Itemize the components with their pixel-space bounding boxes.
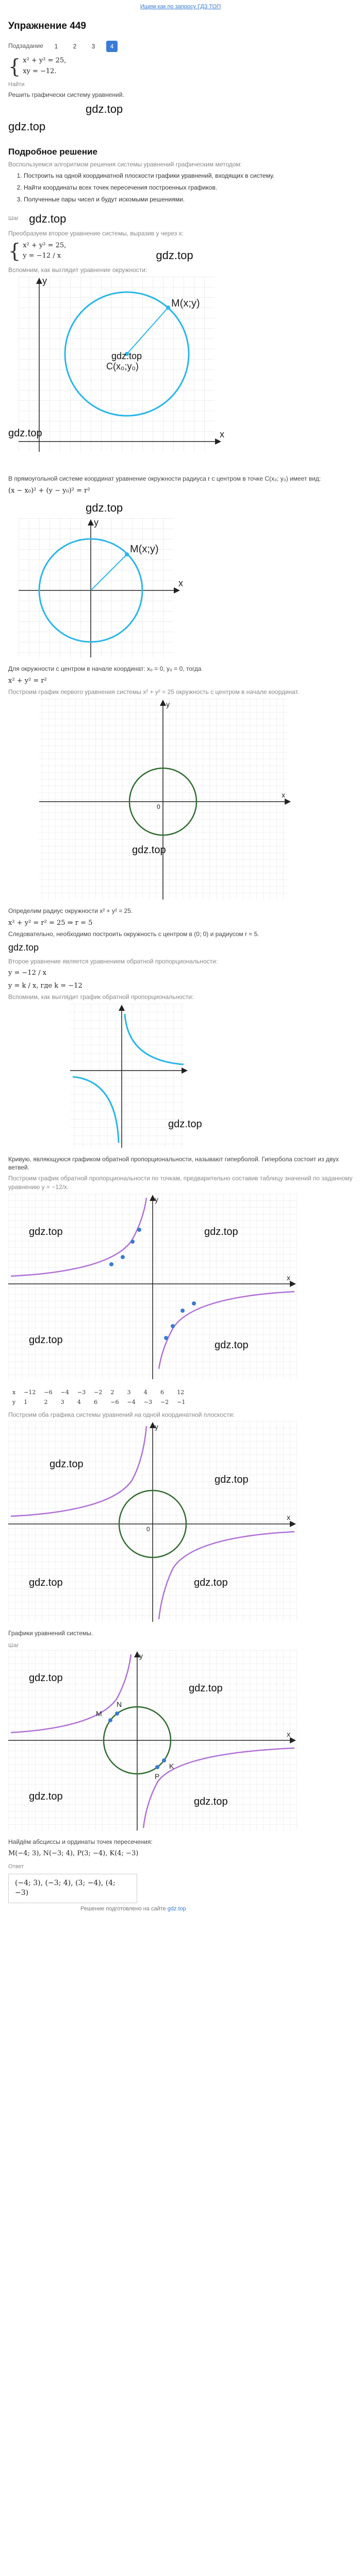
watermark: gdz.top (8, 942, 39, 953)
answer-footer: Решение подготовлено на сайте gdz.top (80, 1906, 186, 1912)
origin-text: Для окружности с центром в начале координат: x₀ = 0, y₀ = 0, тогда (8, 665, 202, 673)
both-plot-text: Построим оба графика системы уравнений на одной координатной плоскости: (8, 1411, 235, 1418)
axis-y: y (155, 1422, 158, 1431)
axis-x: x (220, 429, 224, 440)
point-m (108, 1718, 112, 1722)
find-label: Найти (8, 81, 25, 88)
subtask-pager (8, 40, 353, 53)
label-P: P (155, 1772, 160, 1781)
step-item: 1. Построить на одной координатной плоскости графики уравнений, входящих в систему. (24, 172, 353, 180)
origin-zero: 0 (157, 803, 160, 810)
watermark: gdz.top (86, 103, 123, 116)
answer-box: (−4; 3), (−3; 4), (3; −4), (4; −3) (8, 1874, 137, 1903)
solution-title: Подробное решение (8, 146, 97, 157)
point-p (155, 1765, 159, 1769)
step-label: Шаг (8, 215, 19, 222)
circle-eq: (x − x₀)² + (y − y₀)² = r² (8, 486, 90, 495)
hyperbola-def: Кривую, являющуюся графиком обратной пропорциональности, называют гиперболой. Гипербола состоит из двух ветвей. (8, 1155, 339, 1172)
axis-y: y (139, 1651, 143, 1660)
plot-circle-text: Построим график первого уравнения системы x² + y² = 25 окружность с центром в начале координат. (8, 688, 300, 696)
label-m: M(x;y) (130, 544, 159, 555)
watermark: gdz.top (156, 249, 193, 262)
watermark: gdz.top (86, 501, 123, 514)
radius-eq: x² + y² = r² = 25 ⇒ r = 5 (8, 919, 93, 927)
watermark: gdz.top (215, 1339, 249, 1351)
radius-conclusion: Следовательно, необходимо построить окружность с центром в (0; 0) и радиусом r = 5. (8, 930, 259, 938)
watermark: gdz.top (215, 1474, 249, 1486)
watermark: gdz.top (8, 120, 46, 133)
pager-item-3[interactable]: 3 (91, 42, 95, 50)
circle-r5-graph (8, 699, 297, 905)
hyperbola-eq1: y = −12 / x (8, 969, 46, 977)
point-n (115, 1711, 119, 1716)
axis-x: x (287, 1730, 290, 1738)
watermark: gdz.top (168, 1118, 202, 1130)
watermark: gdz.top (29, 1672, 63, 1684)
task-text: Решить графически систему уравнений. (8, 91, 124, 98)
origin-eq: x² + y² = r² (8, 676, 47, 685)
watermark: gdz.top (132, 844, 166, 856)
hyperbola-graph (8, 1194, 297, 1384)
sys2-eq1: x² + y² = 25, (23, 242, 67, 250)
pager-item-4[interactable]: 4 (106, 41, 118, 52)
axis-y: y (155, 1195, 158, 1204)
point-k (162, 1758, 166, 1762)
axis-x: x (282, 790, 285, 799)
axis-x: x (287, 1273, 290, 1282)
intersect-text: Найдём абсциссы и ординаты точек пересечения: (8, 1838, 153, 1845)
circle-origin-graph (8, 518, 297, 663)
table-row: x −12 −6 −4 −3 −2 2 3 4 6 12 (12, 1388, 185, 1396)
pager-item-2[interactable]: 2 (73, 42, 77, 50)
watermark: gdz.top (8, 428, 42, 439)
label-m: M(x;y) (171, 298, 200, 310)
axis-x: x (178, 578, 183, 589)
condition-system: { x² + y² = 25, xy = −12. (8, 55, 67, 78)
answer-label: Ответ (8, 1863, 24, 1870)
axis-y: y (42, 277, 47, 286)
page-title: Упражнение 449 (8, 21, 86, 31)
algorithm-steps (24, 172, 353, 204)
label-c: C(x₀;y₀) (106, 361, 139, 372)
circle-text: В прямоугольной системе координат уравнение окружности радиуса r с центром в точке C(x₀; y₀) имеет вид: (8, 475, 321, 483)
step-item: 2. Найти координаты всех точек пересечения построенных графиков. (24, 183, 353, 192)
sys2-eq2: y = −12 / x (23, 252, 61, 260)
solution-intro: Воспользуемся алгоритмом решения системы уравнений графическим методом: (8, 160, 242, 168)
hyperbola-generic-graph (8, 1004, 297, 1153)
watermark: gdz.top (194, 1795, 228, 1807)
step-label: Шаг (8, 1642, 19, 1649)
points-list: M(−4; 3), N(−3; 4), P(3; −4), K(4; −3) (8, 1850, 139, 1858)
step-item: 3. Полученные пары чисел и будут искомыми решениями. (24, 195, 353, 204)
hyperbola-intro: Второе уравнение является уравнением обратной пропорциональности: (8, 957, 218, 965)
watermark: gdz.top (29, 1226, 63, 1238)
watermark: gdz.top (204, 1226, 238, 1238)
condition-eq1: x² + y² = 25, (23, 57, 67, 65)
site-link[interactable]: gdz.top (167, 1906, 186, 1912)
pager-label: Подзадание (8, 42, 43, 50)
transformed-system: { x² + y² = 25, y = −12 / x gdz.top (8, 240, 193, 263)
watermark: gdz.top (29, 212, 67, 225)
watermark: gdz.top (29, 1577, 63, 1589)
hyperbola-plot-text: Построим график обратной пропорциональности по точкам, предварительно составив таблицу значений по заданному уравнению y = −12/x. (8, 1175, 353, 1191)
label-K: K (169, 1761, 174, 1770)
graphs-caption: Графики уравнений системы. (8, 1630, 93, 1637)
watermark: gdz.top (50, 1459, 84, 1470)
hyperbola-note: Вспомним, как выглядит график обратной пропорциональности: (8, 993, 194, 1001)
label-N: N (117, 1700, 122, 1708)
hyperbola-eq2: y = k / x, где k = −12 (8, 981, 83, 990)
values-table (8, 1387, 189, 1408)
pager-item-1[interactable]: 1 (54, 42, 58, 50)
condition-eq2: xy = −12. (23, 67, 57, 75)
top-note[interactable]: Ищем как по запросу ГДЗ ТОП (140, 4, 221, 10)
label-M: M (96, 1709, 102, 1718)
watermark: gdz.top (189, 1682, 223, 1694)
watermark: gdz.top (29, 1790, 63, 1802)
watermark: gdz.top (194, 1577, 228, 1589)
radius-text: Определим радиус окружности x² + y² = 25. (8, 907, 133, 914)
watermark: gdz.top (111, 351, 142, 362)
axis-x: x (287, 1513, 290, 1522)
step1-text: Преобразуем второе уравнение системы, выразив у через х: (8, 229, 184, 237)
watermark: gdz.top (29, 1334, 63, 1346)
note-circle: Вспомним, как выглядит уравнение окружности: (8, 266, 147, 274)
table-row: y 1 2 3 4 6 −6 −4 −3 −2 −1 (12, 1399, 186, 1406)
origin-zero: 0 (146, 1526, 150, 1533)
axis-y: y (166, 700, 170, 708)
axis-y: y (94, 518, 99, 528)
combined-graph (8, 1421, 297, 1627)
intersection-graph (8, 1650, 297, 1836)
circle-general-graph (8, 277, 297, 472)
